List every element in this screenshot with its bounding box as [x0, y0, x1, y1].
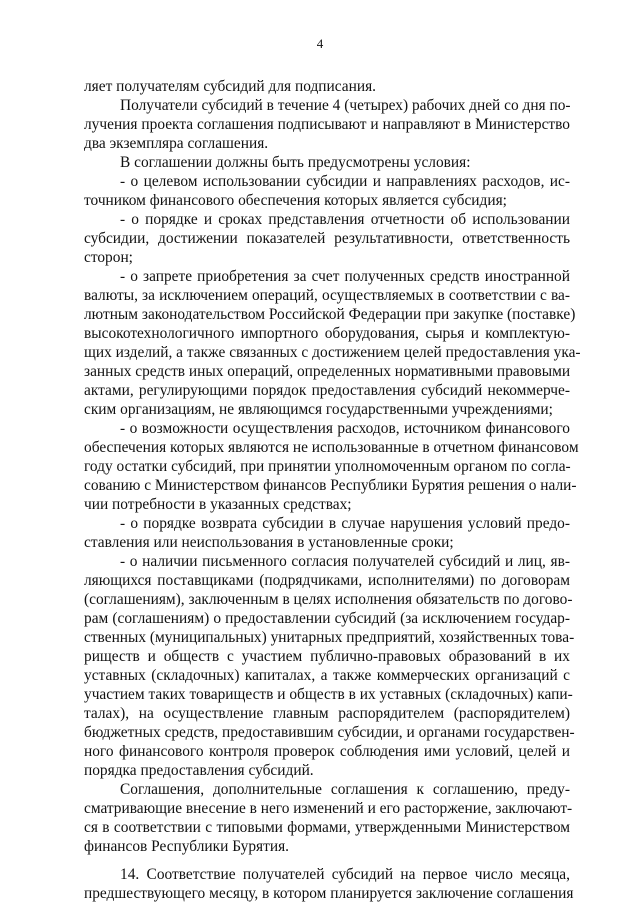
text-line: году остатки субсидий, при принятии уполномоченным органом по согла-: [84, 458, 571, 475]
text-line: - о возможности осуществления расходов, источником финансового: [120, 420, 570, 437]
text-line: риществ и обществ с участием публично-правовых образований в их: [84, 648, 570, 665]
text-line: субсидии, достижении показателей результативности, ответственность: [84, 230, 570, 247]
page-number: 4: [316, 36, 324, 51]
text-line: - о порядке возврата субсидии в случае нарушения условий предо-: [120, 515, 570, 532]
text-line: - о запрете приобретения за счет полученных средств иностранной: [120, 268, 570, 285]
text-line: В соглашении должны быть предусмотрены условия:: [120, 154, 471, 171]
text-line: лютным законодательством Российской Федерации при закупке (поставке): [84, 306, 576, 323]
text-line: ного финансового контроля проверок соблюдения ими условий, целей и: [84, 743, 570, 760]
text-line: чии потребности в указанных средствах;: [84, 496, 352, 513]
text-line: ся в соответствии с типовыми формами, утвержденными Министерством: [84, 819, 570, 836]
text-line: ставления или неиспользования в установленные сроки;: [84, 534, 454, 551]
text-line: обеспечения которых являются не использованные в отчетном финансовом: [84, 439, 579, 456]
text-line: сторон;: [84, 249, 133, 266]
text-line: Соглашения, дополнительные соглашения к соглашению, преду-: [120, 781, 570, 798]
text-line: актами, регулирующими порядок предоставления субсидий некоммерче-: [84, 382, 570, 399]
text-line: ственных (муниципальных) унитарных предприятий, хозяйственных това-: [84, 629, 575, 646]
text-line: финансов Республики Бурятия.: [84, 838, 290, 855]
text-line: ляет получателям субсидий для подписания.: [84, 78, 376, 95]
text-line: (соглашениям), заключенным в целях исполнения обязательств по догово-: [84, 591, 573, 608]
text-line: предшествующего месяцу, в котором планируется заключение соглашения: [84, 885, 574, 902]
text-line: щих изделий, а также связанных с достижением целей предоставления ука-: [84, 344, 581, 361]
text-line: сматривающие внесение в него изменений и его расторжение, заключают-: [84, 800, 573, 817]
text-line: занных средств иных операций, определенных нормативными правовыми: [84, 363, 571, 380]
text-line: - о целевом использовании субсидии и направлениях расходов, ис-: [120, 173, 570, 190]
text-line: уставных (складочных) капиталах, а также коммерческих организаций с: [84, 667, 570, 684]
text-line: высокотехнологичного импортного оборудования, сырья и комплектую-: [84, 325, 570, 342]
text-line: ским организациям, не являющимся государственными учреждениями;: [84, 401, 553, 418]
text-line: талах), на осуществление главным распорядителем (распорядителем): [84, 705, 570, 722]
text-line: бюджетных средств, предоставившим субсидии, и органами государствен-: [84, 724, 575, 741]
text-line: рам (соглашениям) о предоставлении субсидий (за исключением государ-: [84, 610, 570, 627]
text-line: сованию с Министерством финансов Республики Бурятия решения о нали-: [84, 477, 577, 494]
text-line: 14. Соответствие получателей субсидий на первое число месяца,: [120, 866, 570, 883]
text-line: Получатели субсидий в течение 4 (четырех) рабочих дней со дня по-: [120, 97, 571, 114]
text-line: ляющихся поставщиками (подрядчиками, исполнителями) по договорам: [84, 572, 570, 589]
text-line: - о наличии письменного согласия получателей субсидий и лиц, яв-: [120, 553, 570, 570]
text-line: участием таких товариществ и обществ в их уставных (складочных) капи-: [84, 686, 573, 703]
text-line: - о порядке и сроках представления отчетности об использовании: [120, 211, 570, 228]
text-line: лучения проекта соглашения подписывают и направляют в Министерство: [84, 116, 570, 133]
text-line: точником финансового обеспечения которых является субсидия;: [84, 192, 507, 209]
text-line: валюты, за исключением операций, осуществляемых в соответствии с ва-: [84, 287, 570, 304]
text-line: порядка предоставления субсидий.: [84, 762, 314, 779]
text-line: два экземпляра соглашения.: [84, 135, 269, 152]
